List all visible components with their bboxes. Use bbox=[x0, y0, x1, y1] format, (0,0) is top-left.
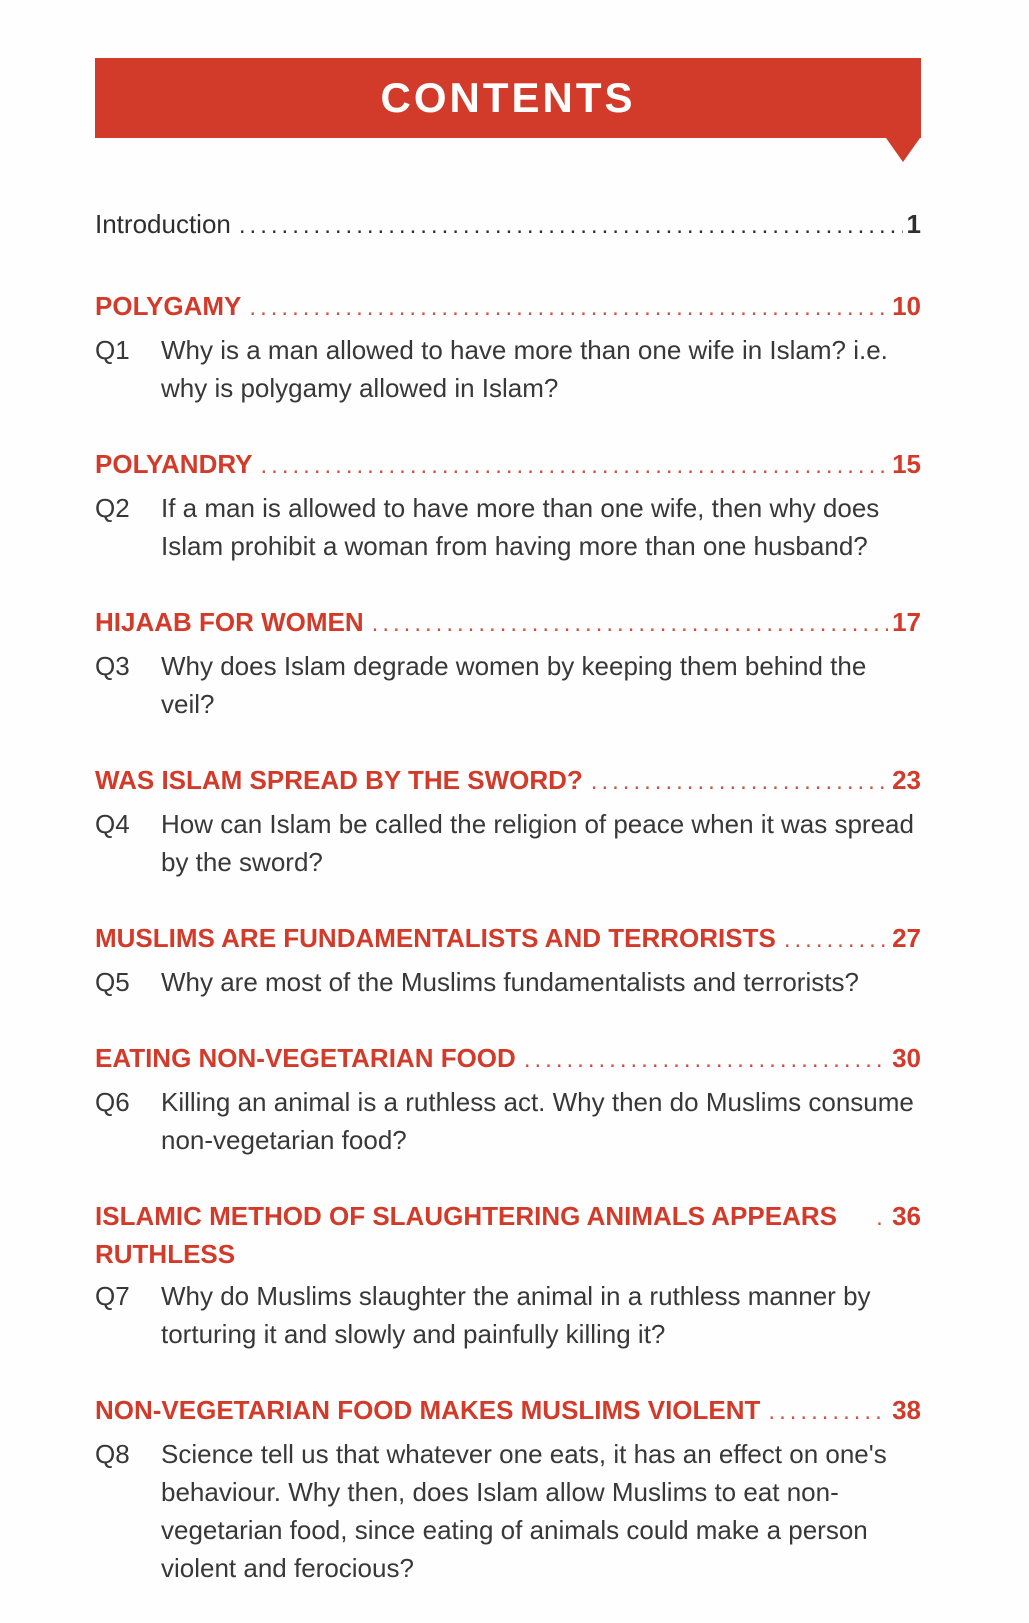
toc-section bbox=[95, 919, 921, 1001]
question-row bbox=[95, 647, 921, 723]
question-row bbox=[95, 1435, 921, 1587]
question-row bbox=[95, 805, 921, 881]
section-heading-row bbox=[95, 445, 921, 485]
section-page-number: 27 bbox=[892, 923, 921, 953]
toc-section bbox=[95, 761, 921, 881]
question-number: Q8 bbox=[95, 1439, 130, 1469]
question-text: Science tell us that whatever one eats, it has an effect on one's behaviour. Why then, does Islam allow Muslims to eat non-vegetarian food, since eating of animals could make a person violent and ferocious? bbox=[161, 1439, 887, 1583]
section-heading-row bbox=[95, 1391, 921, 1431]
section-heading: EATING NON-VEGETARIAN FOOD bbox=[95, 1043, 516, 1073]
toc-section bbox=[95, 287, 921, 407]
section-heading-row bbox=[95, 919, 921, 959]
question-number: Q7 bbox=[95, 1281, 130, 1311]
question-row bbox=[95, 963, 921, 1001]
toc-section bbox=[95, 1197, 921, 1353]
question-number: Q5 bbox=[95, 967, 130, 997]
toc-section bbox=[95, 1039, 921, 1159]
dotted-leader bbox=[239, 205, 903, 245]
section-heading: POLYGAMY bbox=[95, 291, 242, 321]
section-heading-row bbox=[95, 1197, 921, 1273]
toc-section bbox=[95, 445, 921, 565]
toc-entry-introduction bbox=[95, 205, 921, 245]
section-heading: ISLAMIC METHOD OF SLAUGHTERING ANIMALS APPEARS RUTHLESS bbox=[95, 1201, 837, 1269]
section-heading-row bbox=[95, 287, 921, 327]
section-page-number: 38 bbox=[892, 1395, 921, 1425]
question-text: Why are most of the Muslims fundamentalists and terrorists? bbox=[161, 967, 859, 997]
intro-title: Introduction bbox=[95, 209, 231, 239]
section-page-number: 17 bbox=[892, 607, 921, 637]
contents-banner bbox=[95, 58, 921, 138]
section-page-number: 30 bbox=[892, 1043, 921, 1073]
question-text: If a man is allowed to have more than one wife, then why does Islam prohibit a woman from having more than one husband? bbox=[161, 493, 880, 561]
question-text: Why is a man allowed to have more than one wife in Islam? i.e. why is polygamy allowed in Islam? bbox=[161, 335, 888, 403]
section-page-number: 10 bbox=[892, 291, 921, 321]
banner-arrow-icon bbox=[886, 138, 920, 162]
question-text: How can Islam be called the religion of peace when it was spread by the sword? bbox=[161, 809, 914, 877]
section-page-number: 23 bbox=[892, 765, 921, 795]
question-text: Why do Muslims slaughter the animal in a ruthless manner by torturing it and slowly and painfully killing it? bbox=[161, 1281, 871, 1349]
section-heading: WAS ISLAM SPREAD BY THE SWORD? bbox=[95, 765, 583, 795]
section-heading: POLYANDRY bbox=[95, 449, 253, 479]
section-heading: HIJAAB FOR WOMEN bbox=[95, 607, 364, 637]
question-text: Why does Islam degrade women by keeping them behind the veil? bbox=[161, 651, 867, 719]
dotted-leader bbox=[249, 287, 888, 327]
section-page-number: 36 bbox=[892, 1201, 921, 1231]
question-number: Q4 bbox=[95, 809, 130, 839]
question-number: Q1 bbox=[95, 335, 130, 365]
dotted-leader bbox=[591, 761, 888, 801]
question-number: Q2 bbox=[95, 493, 130, 523]
intro-page-number: 1 bbox=[906, 209, 921, 239]
question-number: Q3 bbox=[95, 651, 130, 681]
section-heading-row bbox=[95, 603, 921, 643]
dotted-leader bbox=[768, 1391, 888, 1431]
question-row bbox=[95, 489, 921, 565]
section-page-number: 15 bbox=[892, 449, 921, 479]
toc-section bbox=[95, 603, 921, 723]
section-heading: MUSLIMS ARE FUNDAMENTALISTS AND TERRORISTS bbox=[95, 923, 776, 953]
section-heading-row bbox=[95, 1039, 921, 1079]
dotted-leader bbox=[372, 603, 888, 643]
question-number: Q6 bbox=[95, 1087, 130, 1117]
page-title: CONTENTS bbox=[380, 74, 636, 121]
section-heading: NON-VEGETARIAN FOOD MAKES MUSLIMS VIOLENT bbox=[95, 1395, 761, 1425]
dotted-leader bbox=[784, 919, 888, 959]
toc-section bbox=[95, 1391, 921, 1587]
table-of-contents bbox=[95, 205, 921, 1587]
question-row bbox=[95, 331, 921, 407]
question-row bbox=[95, 1277, 921, 1353]
section-heading-row bbox=[95, 761, 921, 801]
dotted-leader bbox=[261, 445, 889, 485]
question-text: Killing an animal is a ruthless act. Why then do Muslims consume non-vegetarian food? bbox=[161, 1087, 914, 1155]
dotted-leader bbox=[876, 1197, 888, 1237]
question-row bbox=[95, 1083, 921, 1159]
dotted-leader bbox=[524, 1039, 888, 1079]
